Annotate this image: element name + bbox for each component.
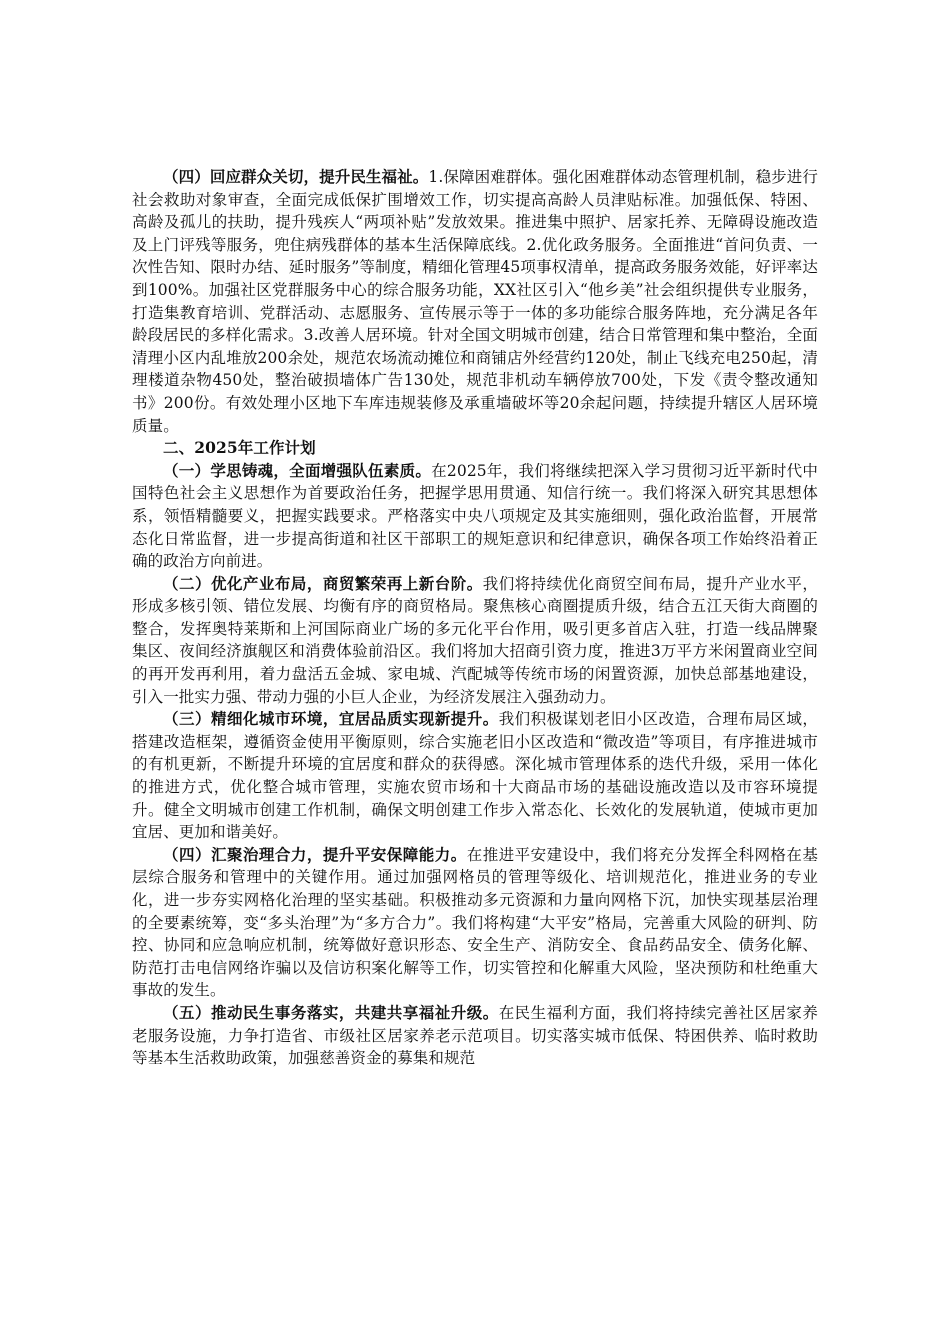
- paragraph-plan-1: [132, 460, 818, 573]
- paragraph-livelihood-2024: [132, 166, 818, 437]
- paragraph-plan-4: [132, 844, 818, 1002]
- paragraph-body: 在推进平安建设中，我们将充分发挥全科网格在基层综合服务和管理中的关键作用。通过加强网格员的管理等级化、培训规范化，推进业务的专业化，进一步夯实网格化治理的坚实基础。积极推动多元资源和力量向网格下沉，加快实现基层治理的全要素统筹，变“多头治理”为“多方合力”。我们将构建“大平安”格局，完善重大风险的研判、防控、协同和应急响应机制，统筹做好意识形态、安全生产、消防安全、食品药品安全、债务化解、防范打击电信网络诈骗以及信访积案化解等工作，切实管控和化解重大风险，坚决预防和杜绝重大事故的发生。: [132, 845, 819, 1000]
- paragraph-plan-3: [132, 708, 818, 844]
- paragraph-body: 在民生福利方面，我们将持续完善社区居家养老服务设施，力争打造省、市级社区居家养老示范项目。切实落实城市低保、特困供养、临时救助等基本生活救助政策，加强慈善资金的募集和规范: [132, 1003, 818, 1068]
- paragraph-body: 在2025年，我们将继续把深入学习贯彻习近平新时代中国特色社会主义思想作为首要政治任务，把握学思用贯通、知信行统一。我们将深入研究其思想体系，领悟精髓要义，把握实践要求。严格落实中央八项规定及其实施细则，强化政治监督，开展常态化日常监督，进一步提高街道和社区干部职工的规矩意识和纪律意识，确保各项工作始终沿着正确的政治方向前进。: [132, 461, 818, 571]
- paragraph-lead: （二）优化产业布局，商贸繁荣再上新台阶。: [163, 573, 483, 593]
- paragraph-lead: （五）推动民生事务落实，共建共享福祉升级。: [163, 1002, 499, 1022]
- paragraph-body: 我们将持续优化商贸空间布局，提升产业水平，形成多核引领、错位发展、均衡有序的商贸格局。聚焦核心商圈提质升级，结合五江天街大商圈的整合，发挥奥特莱斯和上河国际商业广场的多元化平台作用，吸引更多首店入驻，打造一线品牌聚集区、夜间经济旗舰区和消费体验前沿区。我们将加大招商引资力度，推进3万平方米闲置商业空间的再开发再利用，着力盘活五金城、家电城、汽配城等传统市场的闲置资源，加快总部基地建设，引入一批实力强、带动力强的小巨人企业，为经济发展注入强劲动力。: [132, 574, 818, 706]
- paragraph-lead: （三）精细化城市环境，宜居品质实现新提升。: [163, 709, 499, 729]
- paragraph-body: 1.保障困难群体。强化困难群体动态管理机制，稳步进行社会救助对象审查，全面完成低保扩围增效工作，切实提高高龄人员津贴标准。加强低保、特困、高龄及孤儿的扶助，提升残疾人“两项补贴”发放效果。推进集中照护、居家托养、无障碍设施改造及上门评残等服务，兜住病残群体的基本生活保障底线。2.优化政务服务。全面推进“首问负责、一次性告知、限时办结、延时服务”等制度，精细化管理45项事权清单，提高政务服务效能，好评率达到100%。加强社区党群服务中心的综合服务功能，XX社区引入“他乡美”社会组织提供专业服务，打造集教育培训、党群活动、志愿服务、宣传展示等于一体的多功能综合服务阵地，充分满足各年龄段居民的多样化需求。3.改善人居环境。针对全国文明城市创建，结合日常管理和集中整治，全面清理小区内乱堆放200余处，规范农场流动摊位和商铺店外经营约120处，制止飞线充电250起，清理楼道杂物450处，整治破损墙体广告130处，规范非机动车辆停放700处，下发《责令整改通知书》200份。有效处理小区地下车库违规装修及承重墙破坏等20余起问题，持续提升辖区人居环境质量。: [132, 168, 819, 435]
- paragraph-body: 我们积极谋划老旧小区改造，合理布局区域，搭建改造框架，遵循资金使用平衡原则，综合实施老旧小区改造和“微改造”等项目，有序推进城市的有机更新，不断提升环境的宜居度和群众的获得感。深化城市管理体系的迭代升级，采用一体化的推进方式，优化整合城市管理，实施农贸市场和十大商品市场的基础设施改造以及市容环境提升。健全文明城市创建工作机制，确保文明创建工作步入常态化、长效化的发展轨道，使城市更加宜居、更加和谐美好。: [132, 710, 818, 842]
- paragraph-plan-2: [132, 573, 818, 709]
- paragraph-lead: （一）学思铸魂，全面增强队伍素质。: [163, 460, 432, 480]
- paragraph-lead: （四）汇聚治理合力，提升平安保障能力。: [163, 844, 467, 864]
- paragraph-lead: （四）回应群众关切，提升民生福祉。: [163, 167, 429, 186]
- section-heading: 二、2025年工作计划: [163, 438, 316, 458]
- paragraph-plan-5: [132, 1002, 818, 1070]
- document-page: [132, 166, 818, 1070]
